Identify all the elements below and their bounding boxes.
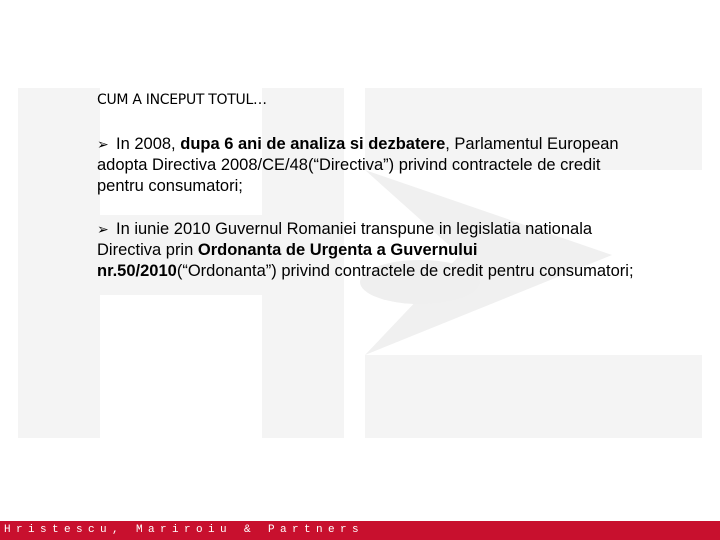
bullet-item — [97, 219, 637, 282]
bullet-text: , Parlamentul European adopta Directiva 2008/CE/48(“Directiva”) privind contractele de credit pentru consumatori; — [97, 135, 619, 195]
arrow-bullet-icon: ➢ — [97, 221, 109, 237]
bullet-emphasis: dupa 6 ani de analiza si dezbatere — [180, 135, 446, 153]
footer-company-name: Hristescu, Mariroiu & Partners — [4, 524, 365, 536]
bullet-text: (“Ordonanta”) privind contractele de credit pentru consumatori; — [176, 262, 634, 280]
bullet-text: In 2008, — [116, 135, 181, 153]
bullet-item — [97, 134, 637, 197]
footer-bar — [0, 521, 720, 540]
slide-title: CUM A INCEPUT TOTUL… — [97, 92, 267, 108]
bullet-emphasis: Ordonanta de Urgenta a Guvernului nr.50/2010 — [97, 241, 478, 280]
arrow-bullet-icon: ➢ — [97, 136, 109, 152]
bullet-text: In iunie 2010 Guvernul Romaniei transpune in legislatia nationala Directiva prin — [97, 220, 593, 259]
